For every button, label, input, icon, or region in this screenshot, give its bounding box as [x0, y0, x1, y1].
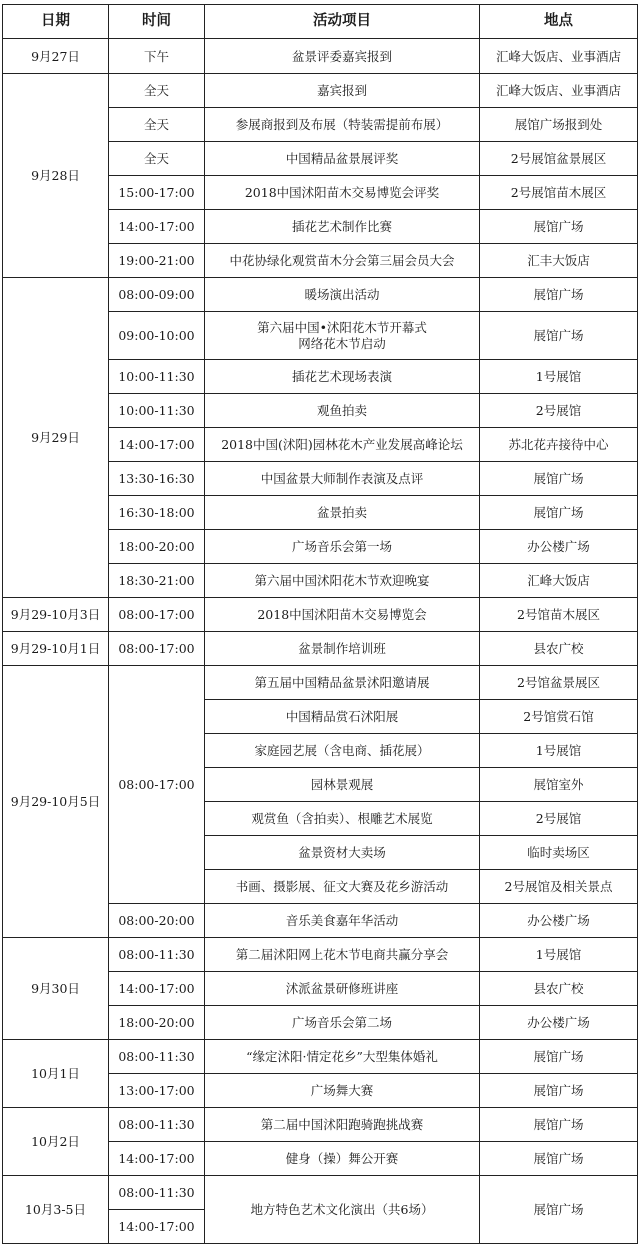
header-location: 地点 — [480, 5, 638, 39]
time-cell: 14:00-17:00 — [109, 1210, 205, 1244]
activity-cell: 盆景制作培训班 — [205, 632, 480, 666]
time-cell: 10:00-11:30 — [109, 360, 205, 394]
location-cell: 2号馆赏石馆 — [480, 700, 638, 734]
header-activity: 活动项目 — [205, 5, 480, 39]
time-cell: 08:00-17:00 — [109, 598, 205, 632]
schedule-table — [2, 4, 638, 1244]
activity-cell — [205, 312, 480, 360]
table-row — [3, 1040, 638, 1074]
location-cell: 展馆室外 — [480, 768, 638, 802]
activity-cell: 第二届沭阳网上花木节电商共赢分享会 — [205, 938, 480, 972]
time-cell: 19:00-21:00 — [109, 244, 205, 278]
location-cell: 展馆广场 — [480, 496, 638, 530]
time-cell: 13:30-16:30 — [109, 462, 205, 496]
time-cell: 13:00-17:00 — [109, 1074, 205, 1108]
activity-cell: 插花艺术制作比赛 — [205, 210, 480, 244]
location-cell: 展馆广场 — [480, 278, 638, 312]
time-cell: 08:00-09:00 — [109, 278, 205, 312]
time-cell: 10:00-11:30 — [109, 394, 205, 428]
time-cell: 16:30-18:00 — [109, 496, 205, 530]
location-cell: 展馆广场 — [480, 1040, 638, 1074]
time-cell: 14:00-17:00 — [109, 210, 205, 244]
location-cell: 汇丰大饭店 — [480, 244, 638, 278]
activity-line: 第六届中国•沭阳花木节开幕式 — [257, 319, 427, 335]
activity-cell: 观鱼拍卖 — [205, 394, 480, 428]
activity-cell: 园林景观展 — [205, 768, 480, 802]
header-row — [3, 5, 638, 39]
time-cell: 全天 — [109, 108, 205, 142]
table-row — [3, 1108, 638, 1142]
table-row — [3, 938, 638, 972]
date-cell: 9月30日 — [3, 938, 109, 1040]
activity-cell: 暖场演出活动 — [205, 278, 480, 312]
date-cell: 10月2日 — [3, 1108, 109, 1176]
time-cell: 08:00-11:30 — [109, 1108, 205, 1142]
table-row — [3, 598, 638, 632]
activity-cell: 2018中国沭阳苗木交易博览会评奖 — [205, 176, 480, 210]
location-cell: 2号馆盆景展区 — [480, 666, 638, 700]
location-cell: 1号展馆 — [480, 938, 638, 972]
location-cell: 1号展馆 — [480, 734, 638, 768]
time-cell: 下午 — [109, 39, 205, 74]
activity-cell: 广场音乐会第一场 — [205, 530, 480, 564]
activity-cell: 盆景拍卖 — [205, 496, 480, 530]
activity-cell: 盆景资材大卖场 — [205, 836, 480, 870]
activity-cell: 参展商报到及布展（特装需提前布展） — [205, 108, 480, 142]
activity-cell: 中国精品赏石沭阳展 — [205, 700, 480, 734]
location-cell: 办公楼广场 — [480, 530, 638, 564]
activity-cell: 观赏鱼（含拍卖）、根雕艺术展览 — [205, 802, 480, 836]
location-cell: 展馆广场 — [480, 1108, 638, 1142]
table-row — [3, 1176, 638, 1210]
location-cell: 展馆广场 — [480, 312, 638, 360]
time-cell: 08:00-17:00 — [109, 666, 205, 904]
location-cell: 展馆广场 — [480, 1176, 638, 1244]
date-cell: 9月29-10月1日 — [3, 632, 109, 666]
location-cell: 2号展馆 — [480, 394, 638, 428]
activity-cell: 广场舞大赛 — [205, 1074, 480, 1108]
location-cell: 县农广校 — [480, 972, 638, 1006]
activity-cell: 沭派盆景研修班讲座 — [205, 972, 480, 1006]
activity-cell: 地方特色艺术文化演出（共6场） — [205, 1176, 480, 1244]
location-cell: 2号展馆盆景展区 — [480, 142, 638, 176]
date-cell: 9月29-10月5日 — [3, 666, 109, 938]
location-cell: 临时卖场区 — [480, 836, 638, 870]
table-row — [3, 666, 638, 700]
table-row — [3, 278, 638, 312]
table-row — [3, 39, 638, 74]
time-cell: 18:00-20:00 — [109, 1006, 205, 1040]
header-time: 时间 — [109, 5, 205, 39]
location-cell: 2号展馆 — [480, 802, 638, 836]
time-cell: 14:00-17:00 — [109, 428, 205, 462]
time-cell: 全天 — [109, 74, 205, 108]
date-cell: 9月29日 — [3, 278, 109, 598]
location-cell: 展馆广场 — [480, 210, 638, 244]
location-cell: 1号展馆 — [480, 360, 638, 394]
activity-cell: 广场音乐会第二场 — [205, 1006, 480, 1040]
date-cell: 9月27日 — [3, 39, 109, 74]
table-row — [3, 632, 638, 666]
location-cell: 展馆广场 — [480, 1142, 638, 1176]
time-cell: 18:00-20:00 — [109, 530, 205, 564]
date-cell: 10月1日 — [3, 1040, 109, 1108]
activity-cell: 第六届中国沭阳花木节欢迎晚宴 — [205, 564, 480, 598]
location-cell: 展馆广场 — [480, 1074, 638, 1108]
activity-cell: 书画、摄影展、征文大赛及花乡游活动 — [205, 870, 480, 904]
location-cell: 汇峰大饭店 — [480, 564, 638, 598]
location-cell: 办公楼广场 — [480, 904, 638, 938]
activity-cell: “缘定沭阳·情定花乡”大型集体婚礼 — [205, 1040, 480, 1074]
activity-cell: 中国精品盆景展评奖 — [205, 142, 480, 176]
activity-cell: 2018中国沭阳苗木交易博览会 — [205, 598, 480, 632]
time-cell: 全天 — [109, 142, 205, 176]
activity-cell: 插花艺术现场表演 — [205, 360, 480, 394]
activity-cell: 盆景评委嘉宾报到 — [205, 39, 480, 74]
activity-cell: 中花协绿化观赏苗木分会第三届会员大会 — [205, 244, 480, 278]
header-date: 日期 — [3, 5, 109, 39]
location-cell: 县农广校 — [480, 632, 638, 666]
time-cell: 15:00-17:00 — [109, 176, 205, 210]
activity-cell: 第五届中国精品盆景沭阳邀请展 — [205, 666, 480, 700]
location-cell: 汇峰大饭店、业事酒店 — [480, 74, 638, 108]
date-cell: 9月28日 — [3, 74, 109, 278]
activity-cell: 健身（操）舞公开赛 — [205, 1142, 480, 1176]
time-cell: 14:00-17:00 — [109, 1142, 205, 1176]
date-cell: 10月3-5日 — [3, 1176, 109, 1244]
activity-cell: 嘉宾报到 — [205, 74, 480, 108]
location-cell: 2号展馆及相关景点 — [480, 870, 638, 904]
time-cell: 08:00-17:00 — [109, 632, 205, 666]
time-cell: 08:00-11:30 — [109, 938, 205, 972]
location-cell: 2号馆苗木展区 — [480, 598, 638, 632]
time-cell: 09:00-10:00 — [109, 312, 205, 360]
activity-cell: 2018中国(沭阳)园林花木产业发展高峰论坛 — [205, 428, 480, 462]
location-cell: 办公楼广场 — [480, 1006, 638, 1040]
time-cell: 18:30-21:00 — [109, 564, 205, 598]
location-cell: 苏北花卉接待中心 — [480, 428, 638, 462]
date-cell: 9月29-10月3日 — [3, 598, 109, 632]
activity-line: 网络花木节启动 — [298, 335, 386, 351]
time-cell: 08:00-11:30 — [109, 1176, 205, 1210]
time-cell: 14:00-17:00 — [109, 972, 205, 1006]
table-row — [3, 74, 638, 108]
location-cell: 汇峰大饭店、业事酒店 — [480, 39, 638, 74]
location-cell: 2号展馆苗木展区 — [480, 176, 638, 210]
activity-cell: 家庭园艺展（含电商、插花展） — [205, 734, 480, 768]
location-cell: 展馆广场报到处 — [480, 108, 638, 142]
time-cell: 08:00-20:00 — [109, 904, 205, 938]
time-cell: 08:00-11:30 — [109, 1040, 205, 1074]
activity-cell: 第二届中国沭阳跑骑跑挑战赛 — [205, 1108, 480, 1142]
activity-cell: 中国盆景大师制作表演及点评 — [205, 462, 480, 496]
location-cell: 展馆广场 — [480, 462, 638, 496]
activity-cell: 音乐美食嘉年华活动 — [205, 904, 480, 938]
